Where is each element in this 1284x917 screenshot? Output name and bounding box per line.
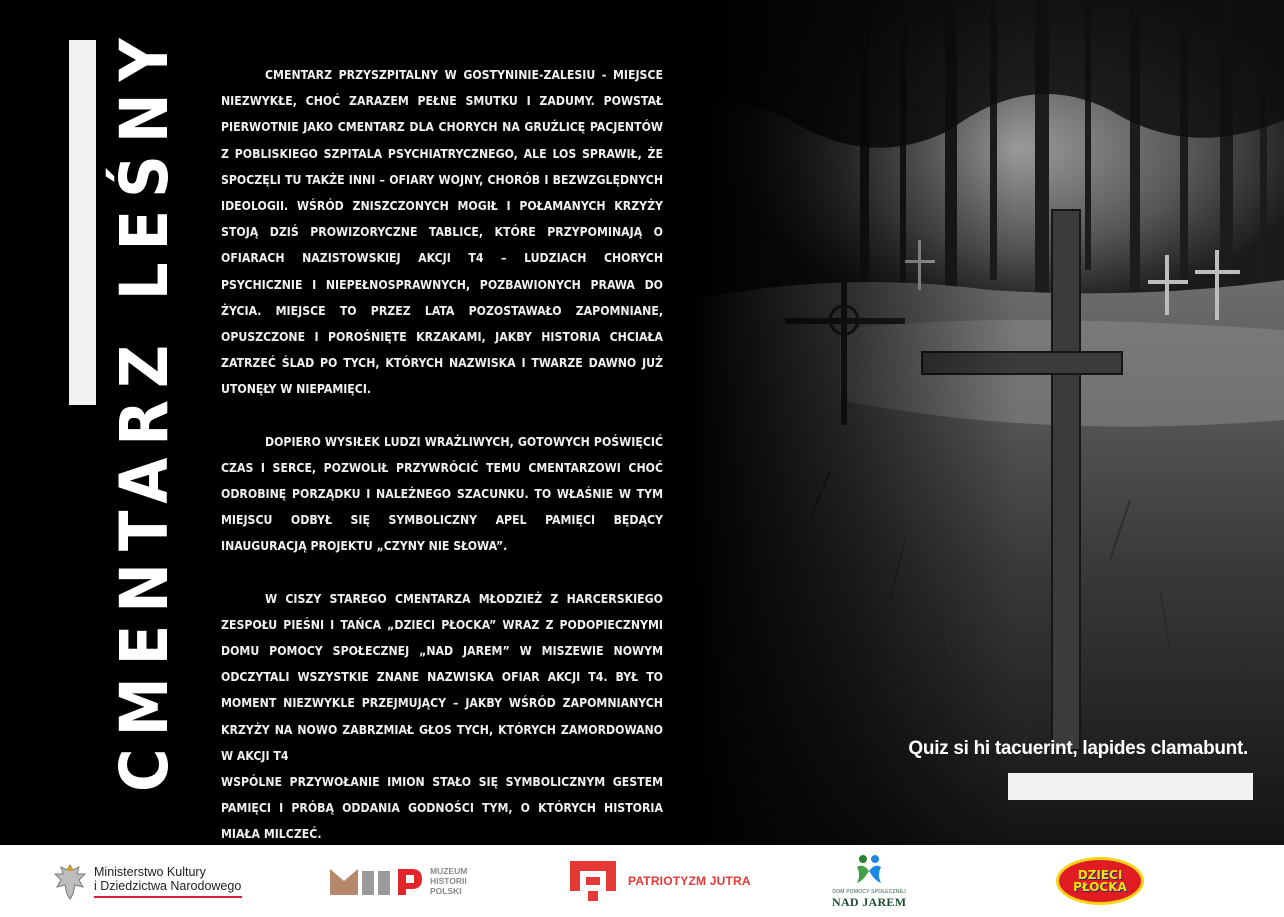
paragraph-1: CMENTARZ PRZYSZPITALNY W GOSTYNINIE-ZALESIU - MIEJSCE NIEZWYKŁE, CHOĆ ZARAZEM PEŁNE SMUTKU I ZADUMY. POWSTAŁ PIERWOTNIE JAKO CMENTARZ DLA CHORYCH NA GRUŹLICĘ PACJENTÓW Z POBLISKIEGO SZPITALA PSYCHIATRYCZNEGO, ALE LOS SPRAWIŁ, ŻE SPOCZĘLI TU TAKŻE INNI – OFIARY WOJNY, CHORÓB I BEZWZGLĘDNYCH IDEOLOGII. WŚRÓD ZNISZCZONYCH MOGIŁ I POŁAMANYCH KRZYŻY STOJĄ DZIŚ PROWIZORYCZNE TABLICE, KTÓRE PRZYPOMINAJĄ O OFIARACH NAZISTOWSKIEJ AKCJI T4 – LUDZIACH CHORYCH PSYCHICZNIE I NIEPEŁNOSPRAWNYCH, POZBAWIONYCH PRAWA DO ŻYCIA. MIEJSCE TO PRZEZ LATA POZOSTAWAŁO ZAPOMNIANE, OPUSZCZONE I POROŚNIĘTE KRZAKAMI, JAKBY HISTORIA CHCIAŁA ZATRZEĆ ŚLAD PO TYCH, KTÓRYCH NAZWISKA I TWARZE DAWNO JUŻ UTONĘŁY W NIEPAMIĘCI. bbox=[221, 68, 663, 397]
dzieci-plocka-badge bbox=[1056, 857, 1144, 905]
dzieci-plocka-logo bbox=[1056, 845, 1144, 917]
cemetery-illustration bbox=[690, 0, 1284, 845]
dzieci-line-2: PŁOCKA bbox=[1073, 880, 1127, 894]
museum-line-3: POLSKI bbox=[430, 886, 462, 896]
museum-line-1: MUZEUM bbox=[430, 866, 468, 876]
decorative-bar bbox=[69, 40, 96, 405]
museum-line-2: HISTORII bbox=[430, 876, 467, 886]
latin-quote: Quiz si hi tacuerint, lapides clamabunt. bbox=[908, 738, 1248, 759]
cemetery-photo bbox=[690, 0, 1284, 845]
ministry-logo bbox=[52, 845, 242, 917]
paragraph-4: WSPÓLNE PRZYWOŁANIE IMION STAŁO SIĘ SYMBOLICZNYM GESTEM PAMIĘCI I PRÓBĄ ODDANIA GODNOŚCI TYM, O KTÓRYCH HISTORIA MIAŁA MILCZEĆ. bbox=[221, 775, 663, 842]
nad-jarem-logo-icon bbox=[851, 853, 887, 887]
dps-small-label: DOM POMOCY SPOŁECZNEJ bbox=[832, 888, 906, 895]
article-body bbox=[221, 62, 663, 845]
nad-jarem-logo bbox=[832, 845, 906, 917]
paragraph-2: DOPIERO WYSIŁEK LUDZI WRAŻLIWYCH, GOTOWYCH POŚWIĘCIĆ CZAS I SERCE, POZWOLIŁ PRZYWRÓCIĆ TEMU CMENTARZOWI CHOĆ ODROBINĘ PORZĄDKU I NALEŻNEGO SZACUNKU. TO WŁAŚNIE W TYM MIEJSCU ODBYŁ SIĘ SYMBOLICZNY APEL PAMIĘCI BĘDĄCY INAUGURACJĄ PROJEKTU „CZYNY NIE SŁOWA”. bbox=[221, 434, 663, 554]
patriotyzm-logo bbox=[570, 845, 751, 917]
museum-logo bbox=[328, 845, 467, 917]
eagle-emblem-icon bbox=[52, 861, 88, 901]
page-title: CMENTARZ LEŚNY bbox=[106, 26, 183, 792]
dzieci-line-1: DZIECI bbox=[1077, 868, 1123, 882]
paragraph-3: W CISZY STAREGO CMENTARZA MŁODZIEŻ Z HARCERSKIEGO ZESPOŁU PIEŚNI I TAŃCA „DZIECI PŁOCKA” WRAZ Z PODOPIECZNYMI DOMU POMOCY SPOŁECZNEJ „NAD JAREM” W MISZEWIE NOWYM ODCZYTALI WSZYSTKIE ZNANE NAZWISKA OFIAR AKCJI T4. BYŁ TO MOMENT NIEZWYKLE PRZEJMUJĄCY – JAKBY WŚRÓD ZAPOMNIANYCH KRZYŻY NA NOWO ZABRZMIAŁ GŁOS TYCH, KTÓRYCH ZAMORDOWANO W AKCJI T4 bbox=[221, 591, 663, 763]
quote-underline-bar bbox=[1008, 773, 1253, 800]
ministry-line-2: i Dziedzictwa Narodowego bbox=[94, 878, 242, 893]
patriotyzm-logo-icon bbox=[570, 861, 616, 901]
dps-big-label: NAD JAREM bbox=[832, 894, 907, 909]
sponsor-footer bbox=[0, 845, 1284, 917]
patriotyzm-label: PATRIOTYZM JUTRA bbox=[628, 874, 751, 888]
mhp-logo-icon bbox=[328, 865, 424, 897]
ministry-line-1: Ministerstwo Kultury bbox=[94, 864, 206, 879]
